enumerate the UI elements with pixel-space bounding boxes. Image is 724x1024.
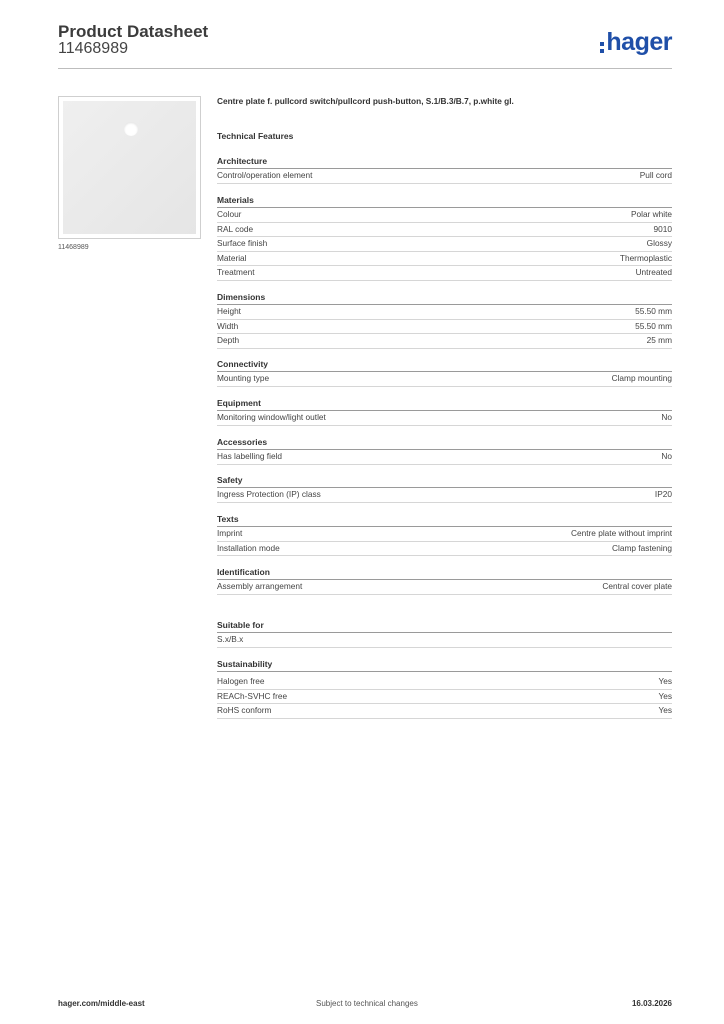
- spec-row: [217, 305, 672, 320]
- section-dimensions: [217, 292, 672, 349]
- footer-website-link[interactable]: hager.com/middle-east: [58, 999, 145, 1008]
- cover-plate-picture: [63, 101, 196, 234]
- spec-value: No: [661, 412, 672, 422]
- spec-label: Material: [217, 252, 247, 263]
- product-number: 11468989: [58, 40, 128, 57]
- spec-label: Width: [217, 320, 239, 331]
- section-materials: [217, 195, 672, 281]
- spec-label: RAL code: [217, 223, 254, 234]
- spec-value: Polar white: [630, 209, 672, 219]
- spec-row: [217, 580, 672, 595]
- spec-value: 55.50 mm: [635, 320, 672, 331]
- spec-value: Thermoplastic: [619, 252, 672, 263]
- spec-label: Installation mode: [217, 542, 280, 553]
- spec-label: RoHS conform: [217, 705, 272, 715]
- spec-row: [217, 690, 672, 705]
- spec-label: Monitoring window/light outlet: [217, 412, 326, 422]
- footer-date: 16.03.2026: [631, 999, 672, 1008]
- spec-value: Central cover plate: [602, 581, 672, 591]
- spec-value: Yes: [658, 676, 672, 686]
- logo-text: hager: [606, 28, 672, 56]
- spec-label: Depth: [217, 335, 240, 345]
- spec-label: Surface finish: [217, 238, 268, 248]
- spec-row: [217, 334, 672, 349]
- section-heading: Architecture: [217, 156, 672, 169]
- spec-value: IP20: [654, 489, 672, 499]
- spec-label: Assembly arrangement: [217, 581, 303, 591]
- section-texts: [217, 514, 672, 556]
- spec-label: Treatment: [217, 267, 255, 277]
- spec-value: Centre plate without imprint: [571, 528, 672, 538]
- spec-value: No: [661, 451, 672, 461]
- section-heading: Connectivity: [217, 359, 672, 372]
- spec-row: [217, 223, 672, 238]
- spec-row: [217, 320, 672, 335]
- spec-row: [217, 169, 672, 184]
- spec-label: Colour: [217, 209, 242, 219]
- technical-features-heading: Technical Features: [217, 131, 294, 141]
- spec-label: Halogen free: [217, 676, 265, 686]
- spec-value: 25 mm: [646, 335, 672, 345]
- product-image: [58, 96, 201, 239]
- footer-note: Subject to technical changes: [316, 999, 418, 1008]
- section-heading: Accessories: [217, 437, 672, 450]
- section-safety: [217, 475, 672, 503]
- spec-label: S.x/B.x: [217, 634, 244, 644]
- section-heading: Suitable for: [217, 620, 672, 633]
- product-image-caption: 11468989: [58, 244, 89, 251]
- section-sustainability: [217, 659, 672, 719]
- spec-row: [217, 542, 672, 557]
- spec-label: Ingress Protection (IP) class: [217, 489, 321, 499]
- spec-label: Imprint: [217, 528, 243, 538]
- spec-label: Has labelling field: [217, 451, 283, 461]
- spec-value: Untreated: [635, 267, 672, 277]
- section-heading: Texts: [217, 514, 672, 527]
- spec-label: Control/operation element: [217, 170, 313, 180]
- spec-value: Clamp fastening: [612, 542, 672, 553]
- spec-value: Clamp mounting: [611, 373, 672, 383]
- spec-value: Pull cord: [639, 170, 672, 180]
- section-accessories: [217, 437, 672, 465]
- spec-label: Mounting type: [217, 373, 270, 383]
- spec-row: [217, 266, 672, 281]
- header-divider: [58, 68, 672, 69]
- section-heading: Safety: [217, 475, 672, 488]
- pullcord-hole: [124, 122, 138, 136]
- spec-row: [217, 372, 672, 387]
- spec-value: Yes: [658, 705, 672, 715]
- spec-row: [217, 252, 672, 267]
- spec-row: [217, 527, 672, 542]
- spec-row: [217, 488, 672, 503]
- spec-value: 55.50 mm: [635, 306, 672, 316]
- section-heading: Identification: [217, 567, 672, 580]
- spec-row: [217, 411, 672, 426]
- section-suitable-for: [217, 620, 672, 648]
- section-heading: Materials: [217, 195, 672, 208]
- spec-value: Glossy: [646, 238, 672, 248]
- spec-label: Height: [217, 306, 241, 316]
- page-title: Product Datasheet: [58, 22, 209, 41]
- section-heading: Dimensions: [217, 292, 672, 305]
- hager-logo: [600, 28, 672, 57]
- spec-row: [217, 450, 672, 465]
- spec-row: [217, 237, 672, 252]
- section-connectivity: [217, 359, 672, 387]
- logo-colon-icon: [600, 42, 604, 46]
- spec-row: [217, 704, 672, 719]
- section-heading: Equipment: [217, 398, 672, 411]
- product-description: Centre plate f. pullcord switch/pullcord push-button, S.1/B.3/B.7, p.white gl.: [217, 96, 514, 106]
- spec-row: [217, 675, 672, 690]
- spec-row: [217, 208, 672, 223]
- spec-row: [217, 633, 672, 648]
- spec-value: 9010: [653, 223, 672, 234]
- spec-value: Yes: [658, 690, 672, 701]
- spec-label: REACh-SVHC free: [217, 690, 288, 701]
- section-equipment: [217, 398, 672, 426]
- section-heading: Sustainability: [217, 659, 672, 672]
- section-architecture: [217, 156, 672, 184]
- section-identification: [217, 567, 672, 595]
